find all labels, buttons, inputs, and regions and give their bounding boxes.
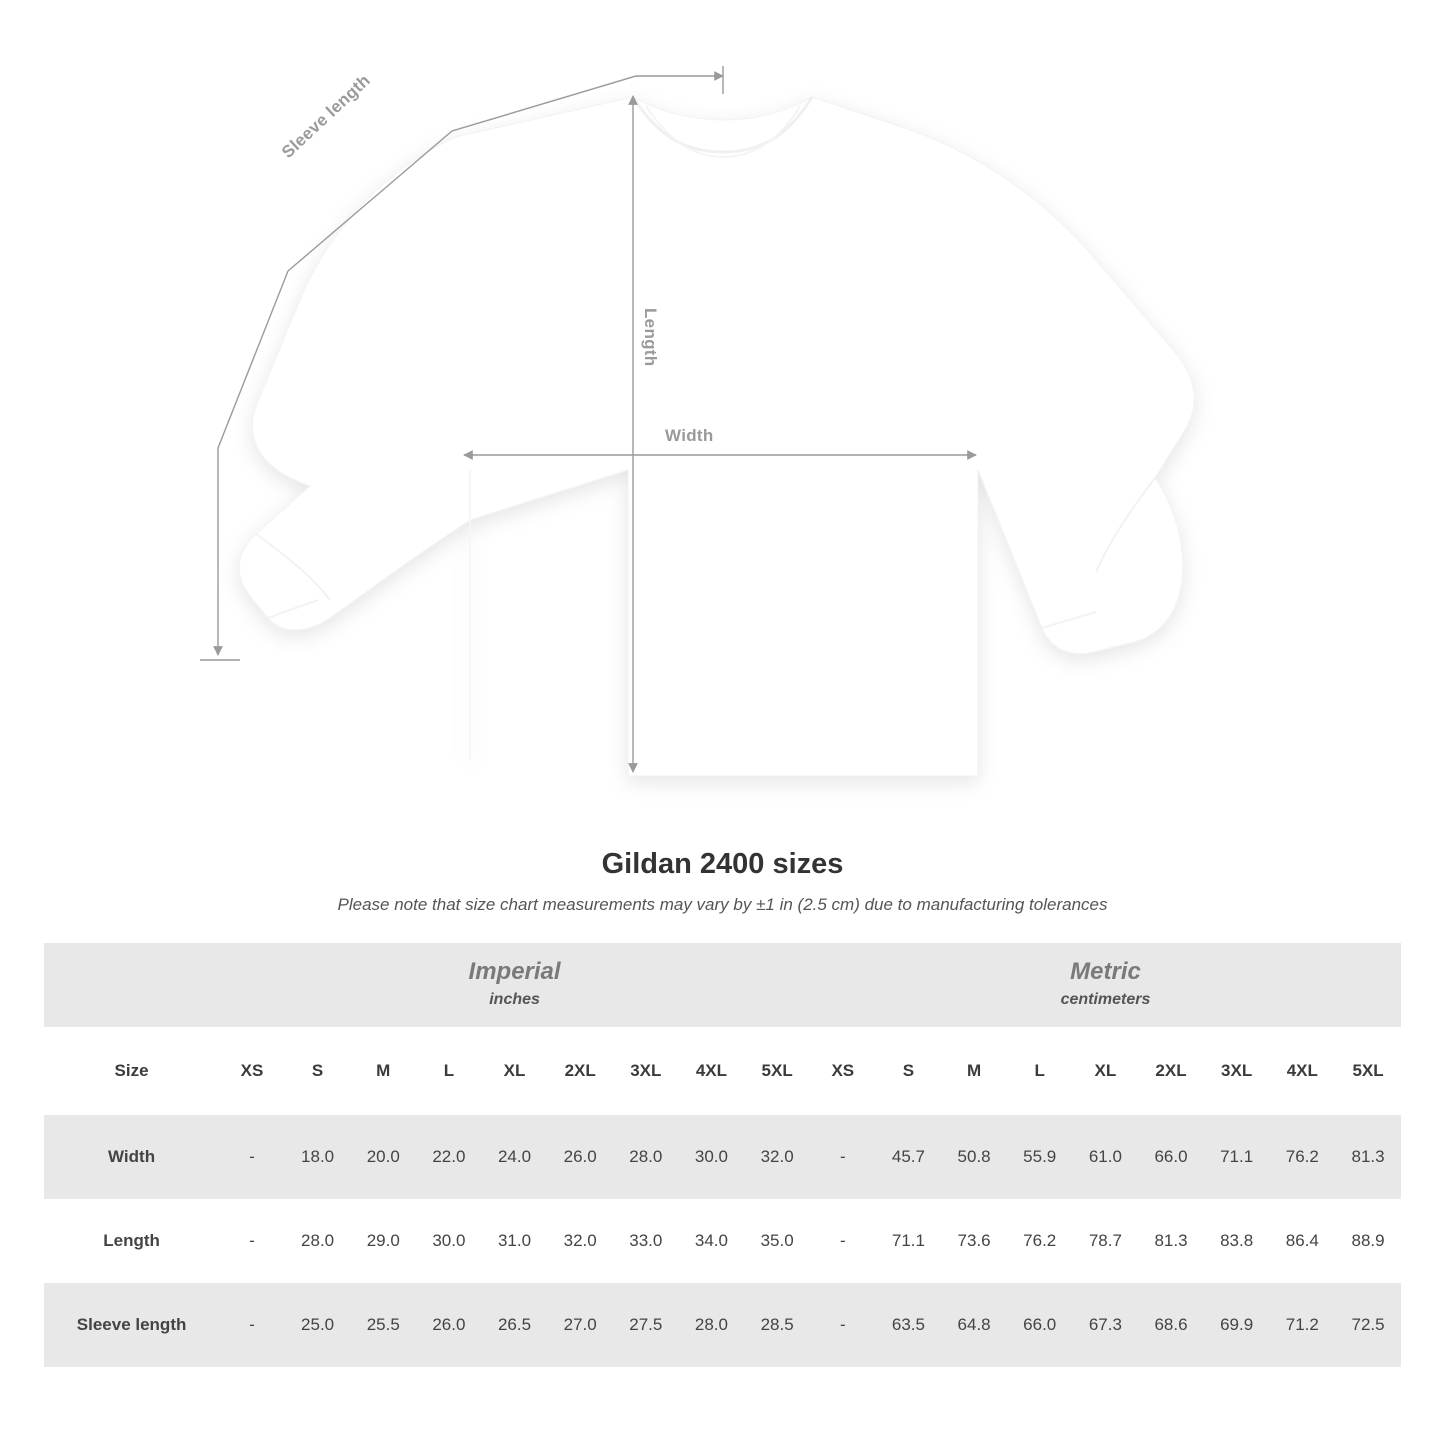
row-label-sleeve-length: Sleeve length [44, 1283, 219, 1367]
size-header-cell: 5XL [744, 1027, 810, 1115]
unit-header-metric [810, 943, 1401, 1027]
unit-name-metric: Metric [1070, 958, 1141, 986]
cell: 86.4 [1269, 1199, 1335, 1283]
row-label-width: Width [44, 1115, 219, 1199]
cell: 28.0 [679, 1283, 745, 1367]
cell: 83.8 [1204, 1199, 1270, 1283]
table-row [44, 1199, 1401, 1283]
cell: 25.5 [350, 1283, 416, 1367]
unit-header-imperial [219, 943, 810, 1027]
cell: 27.5 [613, 1283, 679, 1367]
cell: 28.0 [285, 1199, 351, 1283]
table-row [44, 1283, 1401, 1367]
size-chart-table-wrap [44, 943, 1401, 1367]
size-header-cell: 2XL [547, 1027, 613, 1115]
cell: 26.0 [416, 1283, 482, 1367]
size-header-cell: M [350, 1027, 416, 1115]
size-header-cell: S [285, 1027, 351, 1115]
unit-header-row [44, 943, 1401, 1027]
size-header-cell: XL [1073, 1027, 1139, 1115]
cell: 63.5 [876, 1283, 942, 1367]
cell: 66.0 [1007, 1283, 1073, 1367]
cell: 33.0 [613, 1199, 679, 1283]
cell: 30.0 [416, 1199, 482, 1283]
cell: 71.2 [1269, 1283, 1335, 1367]
cell: 32.0 [744, 1115, 810, 1199]
cell: 76.2 [1269, 1115, 1335, 1199]
cell: 22.0 [416, 1115, 482, 1199]
size-label-cell: Size [44, 1027, 219, 1115]
cell: 64.8 [941, 1283, 1007, 1367]
size-header-cell: 3XL [1204, 1027, 1270, 1115]
cell: 71.1 [1204, 1115, 1270, 1199]
tolerance-note: Please note that size chart measurements may vary by ±1 in (2.5 cm) due to manufacturing tolerances [337, 895, 1108, 914]
cell: - [810, 1283, 876, 1367]
cell: 26.5 [482, 1283, 548, 1367]
cell: 31.0 [482, 1199, 548, 1283]
cell: 20.0 [350, 1115, 416, 1199]
size-header-row [44, 1027, 1401, 1115]
size-header-cell: M [941, 1027, 1007, 1115]
width-label: Width [665, 426, 714, 445]
cell: 50.8 [941, 1115, 1007, 1199]
cell: 30.0 [679, 1115, 745, 1199]
cell: 25.0 [285, 1283, 351, 1367]
cell: 28.5 [744, 1283, 810, 1367]
cell: 55.9 [1007, 1115, 1073, 1199]
size-header-cell: L [416, 1027, 482, 1115]
cell: 88.9 [1335, 1199, 1401, 1283]
table-row [44, 1115, 1401, 1199]
cell: 81.3 [1138, 1199, 1204, 1283]
unit-sub-imperial: inches [489, 991, 540, 1009]
cell: 24.0 [482, 1115, 548, 1199]
cell: - [219, 1283, 285, 1367]
size-header-cell: 4XL [679, 1027, 745, 1115]
cell: 68.6 [1138, 1283, 1204, 1367]
page-title: Gildan 2400 sizes [601, 848, 844, 880]
cell: 69.9 [1204, 1283, 1270, 1367]
cell: 34.0 [679, 1199, 745, 1283]
unit-header-spacer [44, 943, 219, 1027]
cell: 72.5 [1335, 1283, 1401, 1367]
size-header-cell: 4XL [1269, 1027, 1335, 1115]
cell: 78.7 [1073, 1199, 1139, 1283]
cell: - [810, 1115, 876, 1199]
unit-sub-metric: centimeters [1060, 991, 1151, 1009]
size-header-cell: 2XL [1138, 1027, 1204, 1115]
cell: 73.6 [941, 1199, 1007, 1283]
cell: 61.0 [1073, 1115, 1139, 1199]
cell: 27.0 [547, 1283, 613, 1367]
cell: 35.0 [744, 1199, 810, 1283]
unit-name-imperial: Imperial [468, 958, 561, 986]
cell: 29.0 [350, 1199, 416, 1283]
cell: 45.7 [876, 1115, 942, 1199]
cell: 67.3 [1073, 1283, 1139, 1367]
cell: - [219, 1115, 285, 1199]
cell: 18.0 [285, 1115, 351, 1199]
size-header-cell: XL [482, 1027, 548, 1115]
size-header-cell: L [1007, 1027, 1073, 1115]
size-header-cell: 3XL [613, 1027, 679, 1115]
shirt-shape [239, 97, 1194, 776]
cell: 76.2 [1007, 1199, 1073, 1283]
cell: 26.0 [547, 1115, 613, 1199]
cell: 66.0 [1138, 1115, 1204, 1199]
size-header-cell: 5XL [1335, 1027, 1401, 1115]
cell: 28.0 [613, 1115, 679, 1199]
size-header-cell: XS [219, 1027, 285, 1115]
size-chart-table [44, 943, 1401, 1367]
size-header-cell: S [876, 1027, 942, 1115]
length-label: Length [641, 308, 660, 367]
cell: 32.0 [547, 1199, 613, 1283]
cell: 81.3 [1335, 1115, 1401, 1199]
size-header-cell: XS [810, 1027, 876, 1115]
row-label-length: Length [44, 1199, 219, 1283]
sleeve-length-label: Sleeve length [278, 70, 374, 162]
title-block [0, 848, 1445, 915]
cell: - [219, 1199, 285, 1283]
cell: 71.1 [876, 1199, 942, 1283]
cell: - [810, 1199, 876, 1283]
